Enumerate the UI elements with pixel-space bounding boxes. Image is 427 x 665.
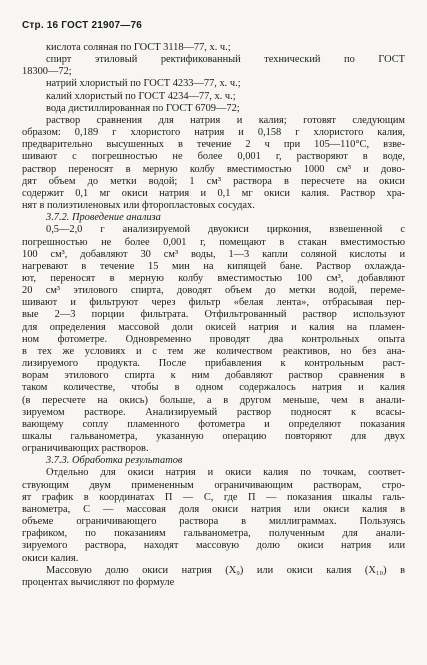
body-text <box>22 42 405 589</box>
text-line: шкалы гальванометра, указанную операцию повторяют для двух <box>22 431 405 442</box>
text-line: ствующим двум примененным ограничивающим растворам, стро- <box>22 479 405 491</box>
text-line: 0,5—2,0 г анализируемой двуокиси циркония, взвешенной с <box>46 224 405 236</box>
text-line: образом: 0,189 г хлористого натрия и 0,158 г хлористого калия, <box>22 127 405 139</box>
text-line: шивают и фильтруют через фильтр «белая лента», отбрасывая пер- <box>22 297 405 309</box>
text-line: ют, переносят в мерную колбу вместимостью 100 см³, добавляют <box>22 272 405 284</box>
text-line: шивают с погрешностью не более 0,001 г, растворяют в воде, <box>22 151 405 163</box>
text-line: вода дистиллированная по ГОСТ 6709—72; <box>46 102 240 114</box>
text-line: ворам этилового спирта к ним добавляют раствор сравнения в <box>22 370 405 382</box>
text-line: Массовую долю окиси натрия (X₉) или окиси калия (X₁₀) в <box>46 564 405 576</box>
text-line: дят объем до метки водой; 1 см³ раствора в пересчете на окиси <box>22 175 405 187</box>
page-header: Стр. 16 ГОСТ 21907—76 <box>22 20 142 31</box>
text-line: 3.7.2. Проведение анализа <box>46 212 161 224</box>
text-line: для определения массовой доли окисей натрия и калия на пламен- <box>22 321 405 333</box>
text-line: нагревают в течение 15 мин на кипящей бане. Раствор охлажда- <box>22 260 405 272</box>
text-line: ванометра, С — массовая доля окиси натрия или окиси калия в <box>22 503 405 515</box>
text-line: в тех же условиях и с тем же количеством реактивов, но без ана- <box>22 345 405 357</box>
text-line: окиси калия. <box>22 552 79 564</box>
text-line: раствор сравнения для натрия и калия; готовят следующим <box>46 114 405 126</box>
text-line: кислота соляная по ГОСТ 3118—77, х. ч.; <box>46 42 231 53</box>
text-line: вые 2—3 порции фильтрата. Отфильтрованный раствор используют <box>22 309 405 321</box>
text-line: нят в полиэтиленовых или фторопластовых сосудах. <box>22 200 255 212</box>
text-line: лизируемого продукта. После прибавления к контрольным раст- <box>22 358 405 370</box>
text-line: содержит 0,1 мг окиси натрия и 0,1 мг окиси калия. Раствор хра- <box>22 187 405 199</box>
text-line: спирт этиловый ректификованный технический по ГОСТ <box>46 54 405 66</box>
text-line: объеме ограничивающего раствора в миллиграммах. Пользуясь <box>22 516 405 528</box>
text-line: ном фотометре. Одновременно проводят два контрольных опыта <box>22 333 405 345</box>
text-line: зируемом растворе. Анализируемый раствор подносят к всасы- <box>22 406 405 418</box>
text-line: графиком, по показаниям гальванометра, полученным для анали- <box>22 528 405 540</box>
text-line: 20 см³ этилового спирта, доводят объем до метки водой, переме- <box>22 285 405 297</box>
text-line: зируемого раствора, находят массовую долю окиси натрия или <box>22 540 405 552</box>
text-line: раствор переносят в мерную колбу вместимостью 1000 см³ и дово- <box>22 163 405 175</box>
text-line: натрий хлористый по ГОСТ 4233—77, х. ч.; <box>46 78 241 90</box>
text-line: вающему соплу пламенного фотометра и определяют показания <box>22 418 405 430</box>
text-line: Отдельно для окиси натрия и окиси калия по точкам, соответ- <box>46 467 405 479</box>
text-line: 3.7.3. Обработка результатов <box>46 455 183 467</box>
text-line: ят график в координатах П — С, где П — показания шкалы галь- <box>22 491 405 503</box>
text-line: 100 см³, добавляют 30 см³ воды, 1—3 капли соляной кислоты и <box>22 248 405 260</box>
text-line: 18300—72; <box>22 66 72 78</box>
text-line: таком количестве, чтобы в одном содержалось натрия и калия <box>22 382 405 394</box>
text-line: погрешностью не более 0,001 г, помещают в стакан вместимостью <box>22 236 405 248</box>
text-line: процентах вычисляют по формуле <box>22 576 175 588</box>
text-line: (в пересчете на окись) больше, а в другом меньше, чем в анали- <box>22 394 405 406</box>
text-line: предварительно высушенных в течение 2 ч при 105—110°С, взве- <box>22 139 405 151</box>
text-line: ограничивающих растворов. <box>22 443 149 455</box>
text-line: калий хлористый по ГОСТ 4234—77, х. ч.; <box>46 90 236 102</box>
